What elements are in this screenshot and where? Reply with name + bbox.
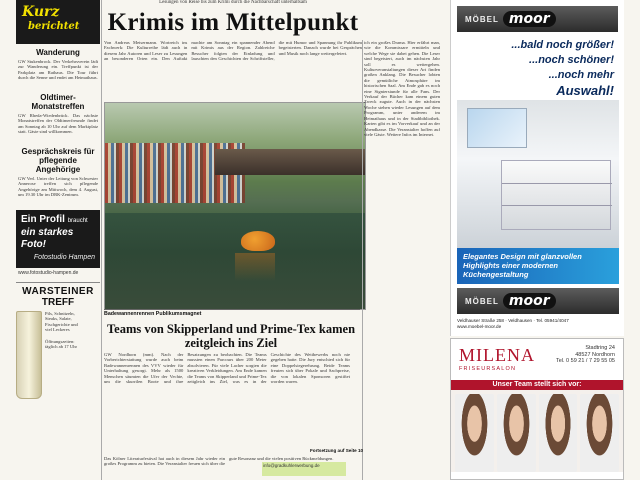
team-member-photo — [497, 394, 536, 472]
team-member-photo — [580, 394, 619, 472]
item-text-wanderung: GW Stukenbrock. Der Verkehrsverein lädt zur Wanderung ein. Treffpunkt ist der Parkplatz am Rathaus. Die Tour führt durch die Senne und endet am Heimathaus. — [18, 59, 98, 81]
tagline-line: Küchengestaltung — [463, 270, 529, 279]
moor-brand-big: moor — [503, 11, 556, 27]
item-title-wanderung: Wanderung — [36, 48, 80, 57]
slogan-line: Auswahl! — [556, 83, 614, 98]
right-article-column: ich ein großes Drama. Hier erfährt man, wie die Kommissare ermitteln und welche Wege sie dabei gehen. Die Leser sind begeistert, auch im nächsten Jahr soll es weitergehen. Kulturveranstaltungen dieser Art finden großen Anklang. Die Besucher lobten die gemütliche Atmosphäre im historischen Saal. Am Ende gab es noch eine Signierstunde für alle Fans. Der Verkauf der Bücher kam einem guten Zweck zugute. Auch in der nächsten Woche stehen wieder Lesungen auf dem Programm, unter anderem im Heimathaus und in der Stadtbibliothek. Karten gibt es im Vorverkauf und an der Abendkasse. Die Veranstalter hoffen auf viele Gäste. Weitere Infos im Internet. — [364, 40, 440, 137]
kurz-berichtet-box — [16, 0, 100, 44]
milena-logo-sub: FRISEURSALON — [459, 366, 517, 372]
tagline-line: Highlights einer modernen — [463, 261, 559, 270]
item-text-oldtimer: GW Rheda-Wiedenbrück. Das nächste Monatstreffen der Oldtimerfreunde findet am Sonntag ab 10 Uhr auf dem Marktplatz statt. Gäste sind willkommen. — [18, 113, 98, 135]
continue-note[interactable]: Fortsetzung auf Seite 10 — [310, 448, 364, 453]
beer-glass-icon — [16, 311, 42, 399]
moor-logo — [457, 6, 618, 32]
warsteiner-item: viel Leckeres — [45, 327, 70, 333]
profil-signature: Fotostudio Hampen — [33, 254, 95, 261]
tagline-line: Elegantes Design mit glanzvollen — [463, 252, 582, 261]
slogan-line: ...noch mehr — [548, 69, 614, 81]
moor-brand-small: MÖBEL — [465, 14, 499, 24]
email-note[interactable]: info@gradkuhlerwerbung.de — [262, 462, 346, 476]
item-title-oldtimer: Oldtimer-Monatstreffen — [31, 93, 85, 111]
bathtub-race-photo — [104, 102, 366, 310]
milena-ad — [450, 338, 624, 480]
slogan-line: ...noch schöner! — [529, 54, 614, 66]
warsteiner-title: WARSTEINER — [22, 286, 94, 297]
warsteiner-item: Steaks, Salate, — [45, 316, 72, 322]
moor-address — [457, 318, 619, 330]
warsteiner-item: täglich ab 17 Uhr — [45, 344, 78, 350]
moor-logo-bottom — [457, 288, 619, 314]
page-headline: Krimis im Mittelpunkt — [107, 9, 359, 36]
milena-logo-text: MILENA — [459, 345, 535, 365]
moor-address-line: Veldhauser Straße 258 · Veldhausen · Tel. 05941/4047 — [457, 318, 569, 323]
milena-address — [556, 345, 615, 372]
team-banner: Unser Team stellt sich vor: — [451, 380, 623, 390]
moor-slogan — [451, 32, 624, 98]
photo-block — [102, 100, 368, 310]
profil-line1: Ein Profil — [21, 214, 65, 225]
bathtub-boat — [241, 231, 275, 251]
fotostudio-url[interactable]: www.fotostudio-hampen.de — [18, 270, 79, 276]
warsteiner-item: Fischgerichte und — [45, 321, 78, 327]
warsteiner-ad — [16, 282, 100, 401]
article-body: GW Nordhorn (mm). Nach der Vorberichterstattung wurde auch beim Badewannenrennen des VVV wieder für Unterhaltung gesorgt. Mehr als 1500 Menschen säumten die Ufer der Vechte, um die skurrilen Boote und ihre Besatzungen zu beobachten. Die Teams mussten einen Parcours über 200 Meter absolvieren. Für viele Lacher sorgten die kreativen Verkleidungen. Am Ende kamen die Teams von Skipperland und Prime-Tex zeitgleich ins Ziel, was es in der Geschichte des Wettbewerbs noch nie gegeben hatte. Die Jury entschied sich für eine Doppelsiegerehrung. Beide Teams freuten sich über Pokale und Sachpreise, die von lokalen Sponsoren gestiftet worden waren. — [104, 352, 350, 385]
bottom-article: Das Kölner Literaturfestival hat auch in diesem Jahr wieder ein großes Programm zu bieten. Die Veranstalter freuen sich über die gute Resonanz und die vielen positiven Rückmeldungen. — [104, 456, 334, 467]
profil-line2: ein starkes Foto! — [21, 227, 74, 250]
team-photos — [451, 390, 623, 472]
slogan-line: ...bald noch größer! — [511, 39, 614, 51]
moor-web[interactable]: www.moebel-moor.de — [457, 324, 502, 329]
lead-article-text: Von Andreas Meisermann. Wortreich ins Fachwerk: Die Kulturreihe lädt auch in diesem Jahr Autoren und Leser zu Lesungen an besonderen Orten ein. Den Auftakt machte am Sonntag ein spannender Abend mit Krimis aus der Region. Zahlreiche Besucher folgten der Einladung und lauschten den Geschichten der Schriftsteller, die mit Humor und Spannung ihr Publikum begeisterten. Danach wurde bei Gesprächen und Musik noch lange weitergefeiert. — [104, 40, 362, 62]
team-member-photo — [455, 394, 494, 472]
kurz-subtitle: berichtet — [28, 21, 80, 32]
warsteiner-item: Pils, Schnitzeln, — [45, 311, 75, 316]
moor-brand-big: moor — [503, 293, 556, 309]
kitchen-tagline — [457, 248, 619, 284]
kitchen-photo — [457, 100, 619, 248]
milena-phone: Tel. 0 59 21 / 7 29 55 05 — [555, 358, 615, 364]
article-subheadline: Teams von Skipperland und Prime-Tex kamen zeitgleich ins Ziel — [106, 322, 356, 350]
milena-street: Stadtring 24 — [585, 345, 615, 351]
warsteiner-list — [45, 311, 100, 401]
milena-logo — [459, 345, 535, 372]
team-member-photo — [539, 394, 578, 472]
kicker: Lesungen von Reise bis zum Krimi durch die Nachbarschaft unterhaltsam — [159, 0, 307, 5]
moebel-moor-ad — [450, 0, 624, 336]
kurz-title: Kurz — [22, 4, 60, 20]
item-title-gespraechskreis: Gesprächskreis für pflegende Angehörige — [21, 147, 95, 174]
profil-line1b: braucht — [67, 218, 88, 224]
milena-city: 48527 Nordhorn — [575, 351, 615, 358]
warsteiner-subtitle: TREFF — [41, 297, 75, 308]
item-text-gespraechskreis: GW Verl. Unter der Leitung von Schwester Annerose treffen sich pflegende Angehörige am Mittwoch, dem 4. August, um 19.30 Uhr im DRK-Zentrum. — [18, 176, 98, 198]
moor-brand-small: MÖBEL — [465, 296, 499, 306]
column-divider — [362, 40, 363, 480]
photo-caption: Badewannenrennen Publikumsmagnet — [104, 309, 360, 317]
left-column — [16, 0, 100, 480]
profil-ad — [16, 210, 100, 268]
warsteiner-item: Öffnungszeiten: — [45, 338, 75, 344]
